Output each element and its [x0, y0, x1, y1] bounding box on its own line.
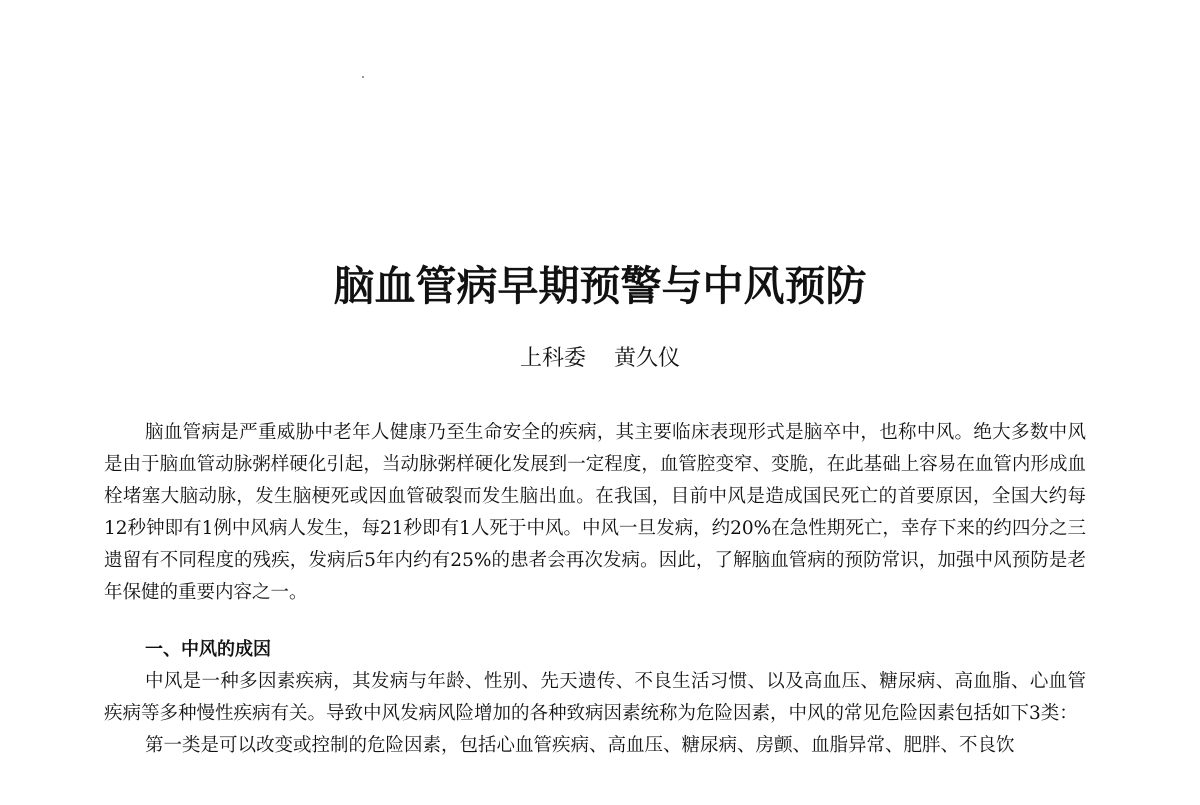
- scan-speck: [362, 76, 364, 78]
- author-name: 黄久仪: [614, 346, 681, 371]
- author-line: [0, 341, 1200, 377]
- body-paragraph-partial: 第一类是可以改变或控制的危险因素，包括心血管疾病、高血压、糖尿病、房颤、血脂异常、肥胖、不良饮: [145, 735, 1015, 756]
- author-organization: 上科委: [519, 346, 586, 371]
- article-body: [104, 417, 1086, 762]
- section-heading: 一、中风的成因: [145, 639, 271, 660]
- article-title: 脑血管病早期预警与中风预防: [333, 262, 867, 310]
- body-paragraph: 中风是一种多因素疾病，其发病与年龄、性别、先天遗传、不良生活习惯、以及高血压、糖尿病、高血脂、心血管疾病等多种慢性疾病有关。导致中风发病风险增加的各种致病因素统称为危险因素，中风的常见危险因素包括如下3类：: [104, 671, 1086, 724]
- intro-paragraph: 脑血管病是严重威胁中老年人健康乃至生命安全的疾病，其主要临床表现形式是脑卒中，也称中风。绝大多数中风是由于脑血管动脉粥样硬化引起，当动脉粥样硬化发展到一定程度，血管腔变窄、变脆，在此基础上容易在血管内形成血栓堵塞大脑动脉，发生脑梗死或因血管破裂而发生脑出血。在我国，目前中风是造成国民死亡的首要原因，全国大约每12秒钟即有1例中风病人发生，每21秒即有1人死于中风。中风一旦发病，约20%在急性期死亡，幸存下来的约四分之三遗留有不同程度的残疾，发病后5年内约有25%的患者会再次发病。因此，了解脑血管病的预防常识，加强中风预防是老年保健的重要内容之一。: [104, 422, 1086, 603]
